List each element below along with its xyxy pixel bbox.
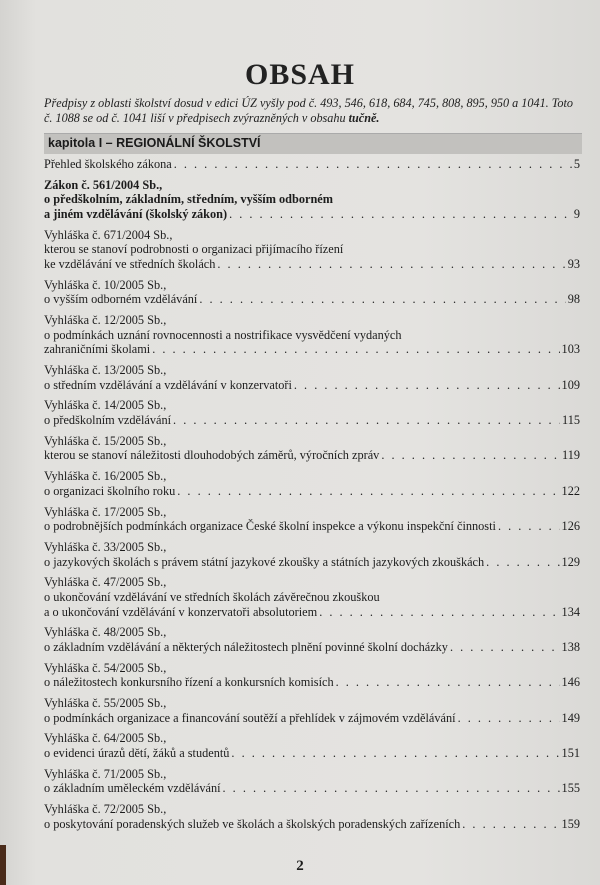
toc-entry-page: 109 (561, 377, 580, 392)
toc-entry-title: o náležitostech konkursního řízení a konkursních komisích (44, 675, 334, 690)
toc-entry[interactable] (44, 398, 580, 427)
page-title: OBSAH (244, 58, 356, 91)
toc-entry-line: Vyhláška č. 48/2005 Sb., (44, 625, 167, 640)
toc-entry-line: Vyhláška č. 13/2005 Sb., (44, 363, 167, 378)
toc-entry-line: kterou se stanoví podrobnosti o organizaci přijímacího řízení (44, 242, 344, 257)
toc-entry-page: 103 (561, 342, 580, 357)
dot-leader (177, 484, 559, 499)
toc-entry-leader-line (44, 519, 580, 534)
intro-paragraph (44, 96, 582, 126)
toc-entry-line: Vyhláška č. 71/2005 Sb., (44, 766, 167, 781)
chapter-header (44, 133, 582, 154)
dot-leader (319, 605, 559, 620)
toc-entry-title: o podrobnějších podmínkách organizace České školní inspekce a výkonu inspekční činnosti (44, 519, 496, 534)
toc-entry-line: Vyhláška č. 14/2005 Sb., (44, 398, 167, 413)
toc-entry-leader-line (44, 448, 580, 463)
page-number: 2 (296, 858, 304, 874)
dot-leader (450, 640, 560, 655)
dot-leader (231, 746, 559, 761)
dot-leader (458, 711, 560, 726)
toc-entry[interactable] (44, 802, 580, 831)
toc-entry[interactable] (44, 540, 580, 569)
toc-entry-title: o podmínkách organizace a financování soutěží a přehlídek v zájmovém vzdělávání (44, 710, 456, 725)
toc-entry-title: a jiném vzdělávání (školský zákon) (44, 206, 228, 221)
toc-entry[interactable] (44, 661, 580, 690)
toc-entry[interactable] (44, 767, 580, 796)
dot-leader (462, 817, 559, 832)
dot-leader (229, 207, 572, 222)
toc-entry[interactable] (44, 625, 580, 654)
toc-entry[interactable] (44, 363, 580, 392)
toc-entry-line: Vyhláška č. 33/2005 Sb., (44, 539, 167, 554)
toc-entry-line: o ukončování vzdělávání ve středních školách závěrečnou zkouškou (44, 589, 380, 604)
dot-leader (223, 781, 560, 796)
toc-entry-title: o vyšším odborném vzdělávání (44, 292, 198, 307)
toc-entry[interactable] (44, 469, 580, 498)
toc-entry-title: o základním uměleckém vzdělávání (44, 781, 221, 796)
dot-leader (199, 292, 565, 307)
toc-entry-leader-line (44, 292, 580, 307)
toc-entry-line: Vyhláška č. 15/2005 Sb., (44, 433, 167, 448)
toc-entry-line: o podmínkách uznání rovnocennosti a nostrifikace vysvědčení vydaných (44, 327, 402, 342)
toc-entry-page: 134 (561, 604, 580, 619)
dot-leader (381, 448, 560, 463)
toc-entry-title: o jazykových školách s právem státní jazykové zkoušky a státních jazykových zkouškách (44, 554, 485, 569)
toc-entry-title: ke vzdělávání ve středních školách (44, 256, 216, 271)
toc-entry-leader-line (44, 378, 580, 393)
toc-entry-leader-line (44, 413, 580, 428)
toc-entry-leader-line (44, 207, 580, 222)
toc-entry-page: 146 (561, 675, 580, 690)
dot-leader (294, 378, 560, 393)
toc-entry[interactable] (44, 228, 580, 272)
dot-leader (498, 519, 560, 534)
toc-entry-page: 9 (573, 206, 580, 221)
page-edge-mark (0, 845, 6, 885)
toc-entry[interactable] (44, 157, 580, 172)
toc-entry-leader-line (44, 817, 580, 832)
dot-leader (486, 555, 559, 570)
toc-entry-line: Vyhláška č. 10/2005 Sb., (44, 277, 167, 292)
toc-entry-page: 119 (562, 448, 580, 463)
intro-text: Předpisy z oblasti školství dosud v edici ÚZ vyšly pod č. 493, 546, 618, 684, 745, 808, 895, 950 a 1041. Toto č. 1088 se od č. 1041 liší v předpisech zvýrazněných v obsahu (44, 96, 574, 125)
toc-entry-line: Vyhláška č. 16/2005 Sb., (44, 469, 167, 484)
toc-entry-leader-line (44, 711, 580, 726)
toc-entry-line: Vyhláška č. 72/2005 Sb., (44, 802, 167, 817)
toc-entry-title: a o ukončování vzdělávání v konzervatoři absolutoriem (44, 604, 318, 619)
toc-entry[interactable] (44, 731, 580, 760)
toc-entry-line: Zákon č. 561/2004 Sb., (44, 177, 163, 192)
toc-entry-line: Vyhláška č. 17/2005 Sb., (44, 504, 167, 519)
toc-entry-title: kterou se stanoví náležitosti dlouhodobých záměrů, výročních zpráv (44, 448, 380, 463)
dot-leader (217, 257, 565, 272)
toc-entry-leader-line (44, 746, 580, 761)
toc-entry-page: 151 (561, 746, 580, 760)
toc-entry-leader-line (44, 675, 580, 690)
toc-entry-line: Vyhláška č. 55/2005 Sb., (44, 696, 167, 711)
toc-entry[interactable] (44, 434, 580, 463)
toc-entry-leader-line (44, 605, 580, 620)
toc-entry-page: 122 (561, 483, 580, 498)
toc-entry-line: o předškolním, základním, středním, vyšším odborném (44, 192, 334, 207)
toc-entry-title: o středním vzdělávání a vzdělávání v konzervatoři (44, 377, 292, 392)
toc-entry-page: 93 (567, 256, 580, 271)
toc-entry-line: Vyhláška č. 671/2004 Sb., (44, 227, 173, 242)
intro-bold-text: tučně. (348, 111, 380, 125)
toc-entry-page: 138 (561, 639, 580, 654)
chapter-title: kapitola I – REGIONÁLNÍ ŠKOLSTVÍ (48, 136, 261, 150)
toc-entry-title: o organizaci školního roku (44, 483, 176, 498)
toc-entry-page: 159 (561, 816, 580, 831)
toc-entry-line: Vyhláška č. 47/2005 Sb., (44, 575, 167, 590)
toc-entry-leader-line (44, 342, 580, 357)
toc-entry[interactable] (44, 313, 580, 357)
toc-entry-page: 5 (573, 157, 580, 171)
toc-entry[interactable] (44, 575, 580, 619)
dot-leader (174, 157, 572, 172)
toc-entry-title: o základním vzdělávání a některých náležitostech plnění povinné školní docházky (44, 639, 448, 654)
toc-entry-page: 149 (561, 710, 580, 725)
dot-leader (336, 675, 560, 690)
toc-entry-title: o poskytování poradenských služeb ve školách a školských poradenských zařízeních (44, 816, 461, 831)
toc-entry[interactable] (44, 505, 580, 534)
toc-entry[interactable] (44, 696, 580, 725)
toc-entry-leader-line (44, 555, 580, 570)
toc-entry-line: Vyhláška č. 12/2005 Sb., (44, 313, 167, 328)
toc-entry-leader-line (44, 781, 580, 796)
toc-entry-title: o předškolním vzdělávání (44, 413, 172, 428)
toc-entry-page: 126 (561, 519, 580, 534)
toc-entry-page: 115 (562, 413, 580, 428)
toc-entry-page: 129 (561, 554, 580, 569)
toc-entry-line: Vyhláška č. 54/2005 Sb., (44, 660, 167, 675)
toc-entry-leader-line (44, 484, 580, 499)
toc-list (44, 157, 580, 838)
toc-entry-leader-line (44, 157, 580, 172)
toc-entry-title: o evidenci úrazů dětí, žáků a studentů (44, 746, 230, 760)
toc-entry[interactable] (44, 278, 580, 307)
dot-leader (152, 342, 559, 357)
toc-entry-title: zahraničními školami (44, 342, 151, 357)
toc-entry-page: 98 (567, 292, 580, 307)
dot-leader (173, 413, 560, 428)
toc-entry-line: Vyhláška č. 64/2005 Sb., (44, 731, 167, 746)
toc-entry-leader-line (44, 257, 580, 272)
toc-entry-title: Přehled školského zákona (44, 157, 172, 171)
toc-entry[interactable] (44, 178, 580, 222)
toc-entry-page: 155 (561, 781, 580, 796)
toc-entry-leader-line (44, 640, 580, 655)
